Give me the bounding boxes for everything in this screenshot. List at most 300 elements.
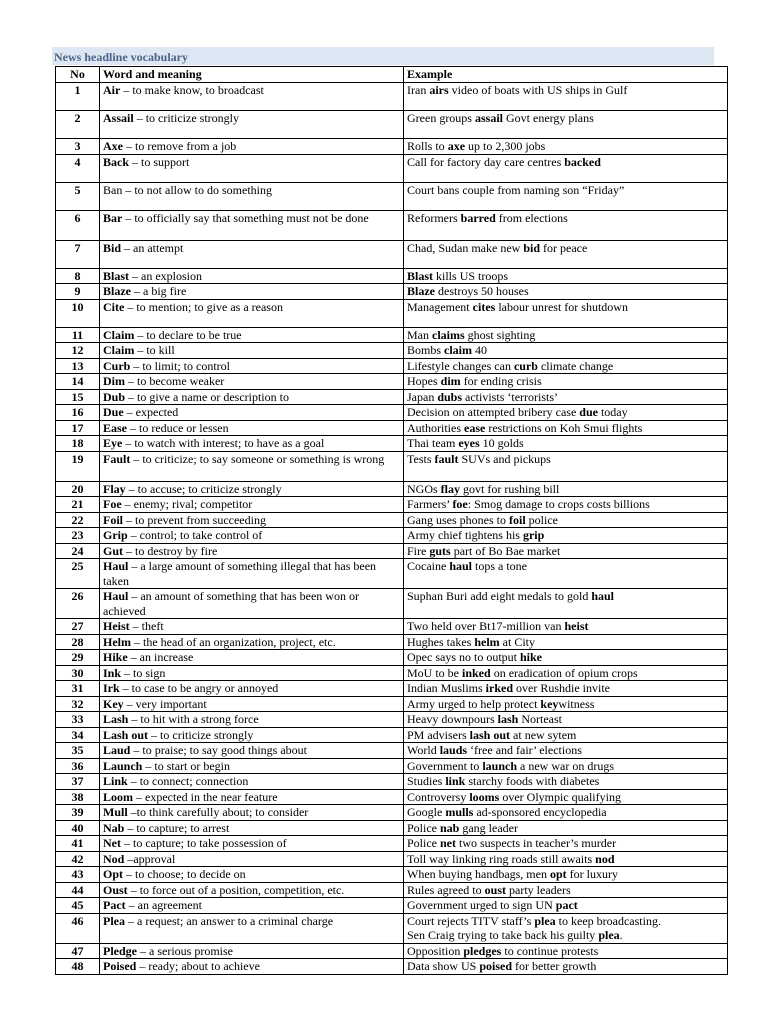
headword: Ink bbox=[103, 665, 122, 680]
headword: Lash out bbox=[103, 727, 149, 742]
headword: Helm bbox=[103, 634, 131, 649]
row-number: 19 bbox=[56, 451, 100, 481]
headword: Loom bbox=[103, 789, 133, 804]
example-cell bbox=[404, 420, 728, 436]
word-meaning-cell bbox=[100, 240, 404, 268]
headword: Bar bbox=[103, 210, 123, 225]
example-text: Suphan Buri add eight medals to gold haul bbox=[407, 589, 614, 603]
example-text: Chad, Sudan make new bid for peace bbox=[407, 240, 588, 255]
row-number: 15 bbox=[56, 389, 100, 405]
row-number: 41 bbox=[56, 836, 100, 852]
table-row bbox=[56, 867, 728, 883]
word-meaning-cell bbox=[100, 851, 404, 867]
word-meaning-cell bbox=[100, 959, 404, 975]
meaning-text: – to watch with interest; to have as a goal bbox=[122, 436, 325, 450]
headword: Laud bbox=[103, 743, 131, 757]
table-row bbox=[56, 943, 728, 959]
headword: Fault bbox=[103, 451, 131, 466]
meaning-text: – to hit with a strong force bbox=[128, 712, 259, 726]
header-example: Example bbox=[404, 67, 728, 83]
meaning-text: – an explosion bbox=[129, 268, 203, 283]
table-row bbox=[56, 512, 728, 528]
example-cell bbox=[404, 327, 728, 343]
row-number: 23 bbox=[56, 528, 100, 544]
row-number: 6 bbox=[56, 210, 100, 240]
meaning-text: – an attempt bbox=[121, 240, 184, 255]
example-text: Court rejects TITV staff’s plea to keep broadcasting. Sen Craig trying to take back his guilty plea. bbox=[407, 913, 661, 942]
headword: Key bbox=[103, 696, 124, 711]
example-text: Blaze destroys 50 houses bbox=[407, 284, 529, 298]
row-number: 47 bbox=[56, 943, 100, 959]
word-meaning-cell bbox=[100, 805, 404, 821]
example-text: Lifestyle changes can curb climate change bbox=[407, 358, 614, 373]
headword: Nab bbox=[103, 820, 125, 835]
example-cell bbox=[404, 619, 728, 635]
meaning-text: – to remove from a job bbox=[123, 139, 237, 153]
example-text: Police nab gang leader bbox=[407, 820, 518, 835]
row-number: 12 bbox=[56, 343, 100, 359]
example-text: Army urged to help protect keywitness bbox=[407, 696, 595, 711]
example-text: NGOs flay govt for rushing bill bbox=[407, 481, 560, 496]
meaning-text: – to capture; to arrest bbox=[124, 820, 230, 835]
word-meaning-cell bbox=[100, 789, 404, 805]
row-number: 2 bbox=[56, 111, 100, 139]
table-row bbox=[56, 712, 728, 728]
headword: Foe bbox=[103, 497, 122, 511]
table-row bbox=[56, 528, 728, 544]
headword: Opt bbox=[103, 867, 124, 881]
example-cell bbox=[404, 743, 728, 759]
table-row bbox=[56, 882, 728, 898]
table-row bbox=[56, 959, 728, 975]
example-text: Management cites labour unrest for shutdown bbox=[407, 299, 628, 314]
table-row bbox=[56, 696, 728, 712]
meaning-text: – expected bbox=[123, 405, 179, 419]
table-row bbox=[56, 284, 728, 300]
meaning-text: – control; to take control of bbox=[127, 528, 263, 542]
example-text: Army chief tightens his grip bbox=[407, 528, 545, 542]
headword: Dub bbox=[103, 389, 126, 404]
example-cell bbox=[404, 451, 728, 481]
word-meaning-cell bbox=[100, 943, 404, 959]
table-row bbox=[56, 182, 728, 210]
row-number: 34 bbox=[56, 727, 100, 743]
example-text: Government urged to sign UN pact bbox=[407, 898, 578, 912]
example-text: Rules agreed to oust party leaders bbox=[407, 882, 571, 897]
meaning-text: – to praise; to say good things about bbox=[130, 743, 308, 757]
example-cell bbox=[404, 374, 728, 390]
row-number: 28 bbox=[56, 634, 100, 650]
headword: Due bbox=[103, 405, 124, 419]
word-meaning-cell bbox=[100, 299, 404, 327]
meaning-text: – to give a name or description to bbox=[125, 389, 289, 404]
document-title: News headline vocabulary bbox=[54, 50, 189, 64]
example-text: Toll way linking ring roads still awaits nod bbox=[407, 851, 615, 866]
row-number: 24 bbox=[56, 543, 100, 559]
meaning-text: – to sign bbox=[121, 665, 166, 680]
meaning-text: – to officially say that something must not be done bbox=[122, 210, 369, 225]
example-text: Farmers’ foe: Smog damage to crops costs billions bbox=[407, 497, 650, 511]
word-meaning-cell bbox=[100, 358, 404, 374]
meaning-text: – to criticize strongly bbox=[133, 111, 239, 125]
word-meaning-cell bbox=[100, 481, 404, 497]
example-text: PM advisers lash out at new sytem bbox=[407, 727, 577, 742]
example-text: Authorities ease restrictions on Koh Smui flights bbox=[407, 420, 643, 435]
example-text: Hughes takes helm at City bbox=[407, 634, 536, 649]
headword: Claim bbox=[103, 343, 135, 357]
table-row bbox=[56, 83, 728, 111]
header-no: No bbox=[56, 67, 100, 83]
meaning-text: – a large amount of something illegal that has been taken bbox=[103, 559, 377, 588]
row-number: 48 bbox=[56, 959, 100, 975]
row-number: 20 bbox=[56, 481, 100, 497]
example-cell bbox=[404, 898, 728, 914]
example-text: Decision on attempted bribery case due today bbox=[407, 405, 628, 419]
example-text: Blast kills US troops bbox=[407, 268, 509, 283]
table-row bbox=[56, 389, 728, 405]
row-number: 35 bbox=[56, 743, 100, 759]
word-meaning-cell bbox=[100, 182, 404, 210]
example-cell bbox=[404, 111, 728, 139]
example-cell bbox=[404, 913, 728, 943]
row-number: 1 bbox=[56, 83, 100, 111]
table-row bbox=[56, 420, 728, 436]
table-row bbox=[56, 836, 728, 852]
table-row bbox=[56, 913, 728, 943]
example-text: Studies link starchy foods with diabetes bbox=[407, 774, 600, 788]
example-cell bbox=[404, 712, 728, 728]
headword: Assail bbox=[103, 111, 134, 125]
meaning-text: – a request; an answer to a criminal charge bbox=[125, 913, 334, 928]
table-row bbox=[56, 619, 728, 635]
word-meaning-cell bbox=[100, 210, 404, 240]
table-row bbox=[56, 240, 728, 268]
example-cell bbox=[404, 789, 728, 805]
meaning-text: – to criticize; to say someone or something is wrong bbox=[130, 451, 385, 466]
example-cell bbox=[404, 210, 728, 240]
row-number: 40 bbox=[56, 820, 100, 836]
headword: Flay bbox=[103, 481, 126, 496]
headword: Nod bbox=[103, 851, 125, 866]
headword: Claim bbox=[103, 327, 135, 342]
word-meaning-cell bbox=[100, 758, 404, 774]
meaning-text: –to think carefully about; to consider bbox=[127, 805, 309, 819]
word-meaning-cell bbox=[100, 650, 404, 666]
word-meaning-cell bbox=[100, 154, 404, 182]
example-text: Opec says no to output hike bbox=[407, 650, 543, 664]
meaning-text: – a big fire bbox=[131, 284, 187, 298]
table-row bbox=[56, 789, 728, 805]
row-number: 4 bbox=[56, 154, 100, 182]
word-meaning-cell bbox=[100, 913, 404, 943]
headword: Foil bbox=[103, 512, 123, 527]
meaning-text: – to force out of a position, competition, etc. bbox=[127, 882, 345, 897]
table-row bbox=[56, 139, 728, 155]
headword: Haul bbox=[103, 559, 129, 573]
vocabulary-table bbox=[55, 66, 728, 975]
row-number: 8 bbox=[56, 268, 100, 284]
example-text: Gang uses phones to foil police bbox=[407, 512, 558, 527]
example-text: Heavy downpours lash Norteast bbox=[407, 712, 562, 726]
example-cell bbox=[404, 696, 728, 712]
row-number: 17 bbox=[56, 420, 100, 436]
meaning-text: – to criticize strongly bbox=[148, 727, 254, 742]
table-row bbox=[56, 589, 728, 619]
row-number: 44 bbox=[56, 882, 100, 898]
meaning-text: – to kill bbox=[134, 343, 175, 357]
example-text: Japan dubs activists ‘terrorists’ bbox=[407, 389, 559, 404]
word-meaning-cell bbox=[100, 343, 404, 359]
table-row bbox=[56, 758, 728, 774]
headword: Mull bbox=[103, 805, 128, 819]
row-number: 37 bbox=[56, 774, 100, 790]
example-cell bbox=[404, 268, 728, 284]
meaning-text: – very important bbox=[123, 696, 207, 711]
example-text: World lauds ‘free and fair’ elections bbox=[407, 743, 582, 757]
example-text: Cocaine haul tops a tone bbox=[407, 559, 528, 573]
word-meaning-cell bbox=[100, 774, 404, 790]
example-cell bbox=[404, 559, 728, 589]
example-cell bbox=[404, 805, 728, 821]
word-meaning-cell bbox=[100, 327, 404, 343]
row-number: 39 bbox=[56, 805, 100, 821]
example-text: Data show US poised for better growth bbox=[407, 959, 597, 973]
meaning-text: – to capture; to take possession of bbox=[121, 836, 287, 850]
table-row bbox=[56, 374, 728, 390]
meaning-text: – to case to be angry or annoyed bbox=[119, 681, 279, 695]
table-row bbox=[56, 543, 728, 559]
meaning-text: –approval bbox=[124, 851, 176, 866]
table-row bbox=[56, 681, 728, 697]
word-meaning-cell bbox=[100, 284, 404, 300]
word-meaning-cell bbox=[100, 559, 404, 589]
word-meaning-cell bbox=[100, 512, 404, 528]
example-cell bbox=[404, 727, 728, 743]
row-number: 42 bbox=[56, 851, 100, 867]
meaning-text: – a serious promise bbox=[137, 943, 233, 958]
headword: Net bbox=[103, 836, 121, 850]
example-text: Two held over Bt17-million van heist bbox=[407, 619, 589, 633]
example-text: Tests fault SUVs and pickups bbox=[407, 451, 551, 466]
headword: Pact bbox=[103, 898, 126, 912]
headword: Plea bbox=[103, 913, 125, 928]
headword: Blast bbox=[103, 268, 130, 283]
example-text: Call for factory day care centres backed bbox=[407, 154, 601, 169]
row-number: 27 bbox=[56, 619, 100, 635]
word-meaning-cell bbox=[100, 139, 404, 155]
meaning-text: – theft bbox=[129, 619, 164, 633]
example-cell bbox=[404, 758, 728, 774]
meaning-text: – enemy; rival; competitor bbox=[121, 497, 253, 511]
table-row bbox=[56, 405, 728, 421]
example-cell bbox=[404, 83, 728, 111]
word-meaning-cell bbox=[100, 712, 404, 728]
row-number: 16 bbox=[56, 405, 100, 421]
example-cell bbox=[404, 299, 728, 327]
table-row bbox=[56, 743, 728, 759]
example-cell bbox=[404, 405, 728, 421]
example-cell bbox=[404, 389, 728, 405]
row-number: 13 bbox=[56, 358, 100, 374]
example-cell bbox=[404, 543, 728, 559]
row-number: 7 bbox=[56, 240, 100, 268]
example-cell bbox=[404, 528, 728, 544]
headword: Dim bbox=[103, 374, 125, 388]
meaning-text: – the head of an organization, project, etc. bbox=[131, 634, 336, 649]
table-row bbox=[56, 898, 728, 914]
row-number: 11 bbox=[56, 327, 100, 343]
table-row bbox=[56, 481, 728, 497]
word-meaning-cell bbox=[100, 665, 404, 681]
headword: Haul bbox=[103, 589, 129, 603]
example-cell bbox=[404, 851, 728, 867]
meaning-text: – to mention; to give as a reason bbox=[124, 299, 283, 314]
row-number: 29 bbox=[56, 650, 100, 666]
row-number: 30 bbox=[56, 665, 100, 681]
example-cell bbox=[404, 882, 728, 898]
example-text: MoU to be inked on eradication of opium crops bbox=[407, 665, 638, 680]
headword: Pledge bbox=[103, 943, 137, 958]
headword: Ease bbox=[103, 420, 127, 435]
example-text: Thai team eyes 10 golds bbox=[407, 436, 524, 450]
example-text: Fire guts part of Bo Bae market bbox=[407, 543, 561, 558]
example-cell bbox=[404, 650, 728, 666]
example-cell bbox=[404, 681, 728, 697]
headword: Hike bbox=[103, 650, 128, 664]
example-cell bbox=[404, 589, 728, 619]
word-meaning-cell bbox=[100, 451, 404, 481]
example-cell bbox=[404, 497, 728, 513]
word-meaning-cell bbox=[100, 528, 404, 544]
example-cell bbox=[404, 284, 728, 300]
word-meaning-cell bbox=[100, 743, 404, 759]
row-number: 14 bbox=[56, 374, 100, 390]
row-number: 36 bbox=[56, 758, 100, 774]
meaning-text: – ready; about to achieve bbox=[136, 959, 260, 973]
headword: Oust bbox=[103, 882, 128, 897]
example-text: Hopes dim for ending crisis bbox=[407, 374, 542, 388]
word-meaning-cell bbox=[100, 634, 404, 650]
example-cell bbox=[404, 634, 728, 650]
table-row bbox=[56, 451, 728, 481]
table-row bbox=[56, 299, 728, 327]
row-number: 43 bbox=[56, 867, 100, 883]
headword: Blaze bbox=[103, 284, 131, 298]
meaning-text: – to choose; to decide on bbox=[123, 867, 246, 881]
headword: Link bbox=[103, 774, 128, 788]
word-meaning-cell bbox=[100, 497, 404, 513]
row-number: 21 bbox=[56, 497, 100, 513]
word-meaning-cell bbox=[100, 882, 404, 898]
headword: Poised bbox=[103, 959, 137, 973]
example-text: Court bans couple from naming son “Friday” bbox=[407, 182, 625, 197]
word-meaning-cell bbox=[100, 836, 404, 852]
headword: Air bbox=[103, 83, 121, 97]
example-cell bbox=[404, 820, 728, 836]
table-body bbox=[56, 83, 728, 975]
example-text: Police net two suspects in teacher’s murder bbox=[407, 836, 617, 850]
table-row bbox=[56, 851, 728, 867]
table-row bbox=[56, 559, 728, 589]
row-number: 31 bbox=[56, 681, 100, 697]
table-row bbox=[56, 154, 728, 182]
headword: Cite bbox=[103, 299, 125, 314]
row-number: 9 bbox=[56, 284, 100, 300]
word-meaning-cell bbox=[100, 589, 404, 619]
table-row bbox=[56, 497, 728, 513]
meaning-text: – to connect; connection bbox=[127, 774, 249, 788]
example-text: Rolls to axe up to 2,300 jobs bbox=[407, 139, 546, 153]
meaning-text: – to prevent from succeeding bbox=[123, 512, 266, 527]
word-meaning-cell bbox=[100, 898, 404, 914]
table-row bbox=[56, 436, 728, 452]
example-text: When buying handbags, men opt for luxury bbox=[407, 867, 618, 881]
example-cell bbox=[404, 836, 728, 852]
headword: Irk bbox=[103, 681, 120, 695]
example-text: Man claims ghost sighting bbox=[407, 327, 536, 342]
example-cell bbox=[404, 665, 728, 681]
example-text: Google mulls ad-sponsored encyclopedia bbox=[407, 805, 607, 819]
table-row bbox=[56, 358, 728, 374]
row-number: 10 bbox=[56, 299, 100, 327]
meaning-text: – an amount of something that has been won or achieved bbox=[103, 589, 359, 618]
word-meaning-cell bbox=[100, 681, 404, 697]
meaning-text: – to support bbox=[129, 154, 190, 169]
meaning-text: Ban – to not allow to do something bbox=[103, 182, 272, 197]
example-cell bbox=[404, 240, 728, 268]
headword: Eye bbox=[103, 436, 123, 450]
example-cell bbox=[404, 959, 728, 975]
table-row bbox=[56, 805, 728, 821]
meaning-text: – an agreement bbox=[125, 898, 202, 912]
row-number: 46 bbox=[56, 913, 100, 943]
example-text: Indian Muslims irked over Rushdie invite bbox=[407, 681, 610, 695]
example-text: Government to launch a new war on drugs bbox=[407, 758, 614, 773]
word-meaning-cell bbox=[100, 111, 404, 139]
headword: Heist bbox=[103, 619, 130, 633]
meaning-text: – to reduce or lessen bbox=[127, 420, 229, 435]
table-row bbox=[56, 343, 728, 359]
row-number: 22 bbox=[56, 512, 100, 528]
headword: Lash bbox=[103, 712, 129, 726]
word-meaning-cell bbox=[100, 405, 404, 421]
word-meaning-cell bbox=[100, 83, 404, 111]
example-cell bbox=[404, 182, 728, 210]
word-meaning-cell bbox=[100, 268, 404, 284]
table-row bbox=[56, 327, 728, 343]
example-cell bbox=[404, 512, 728, 528]
headword: Gut bbox=[103, 543, 124, 558]
word-meaning-cell bbox=[100, 543, 404, 559]
meaning-text: – to accuse; to criticize strongly bbox=[125, 481, 282, 496]
word-meaning-cell bbox=[100, 420, 404, 436]
headword: Bid bbox=[103, 240, 122, 255]
word-meaning-cell bbox=[100, 389, 404, 405]
meaning-text: – to destroy by fire bbox=[123, 543, 218, 558]
table-row bbox=[56, 268, 728, 284]
word-meaning-cell bbox=[100, 727, 404, 743]
row-number: 26 bbox=[56, 589, 100, 619]
headword: Grip bbox=[103, 528, 128, 542]
row-number: 5 bbox=[56, 182, 100, 210]
row-number: 38 bbox=[56, 789, 100, 805]
example-text: Reformers barred from elections bbox=[407, 210, 568, 225]
word-meaning-cell bbox=[100, 696, 404, 712]
headword: Axe bbox=[103, 139, 123, 153]
headword: Back bbox=[103, 154, 130, 169]
table-row bbox=[56, 210, 728, 240]
example-cell bbox=[404, 358, 728, 374]
